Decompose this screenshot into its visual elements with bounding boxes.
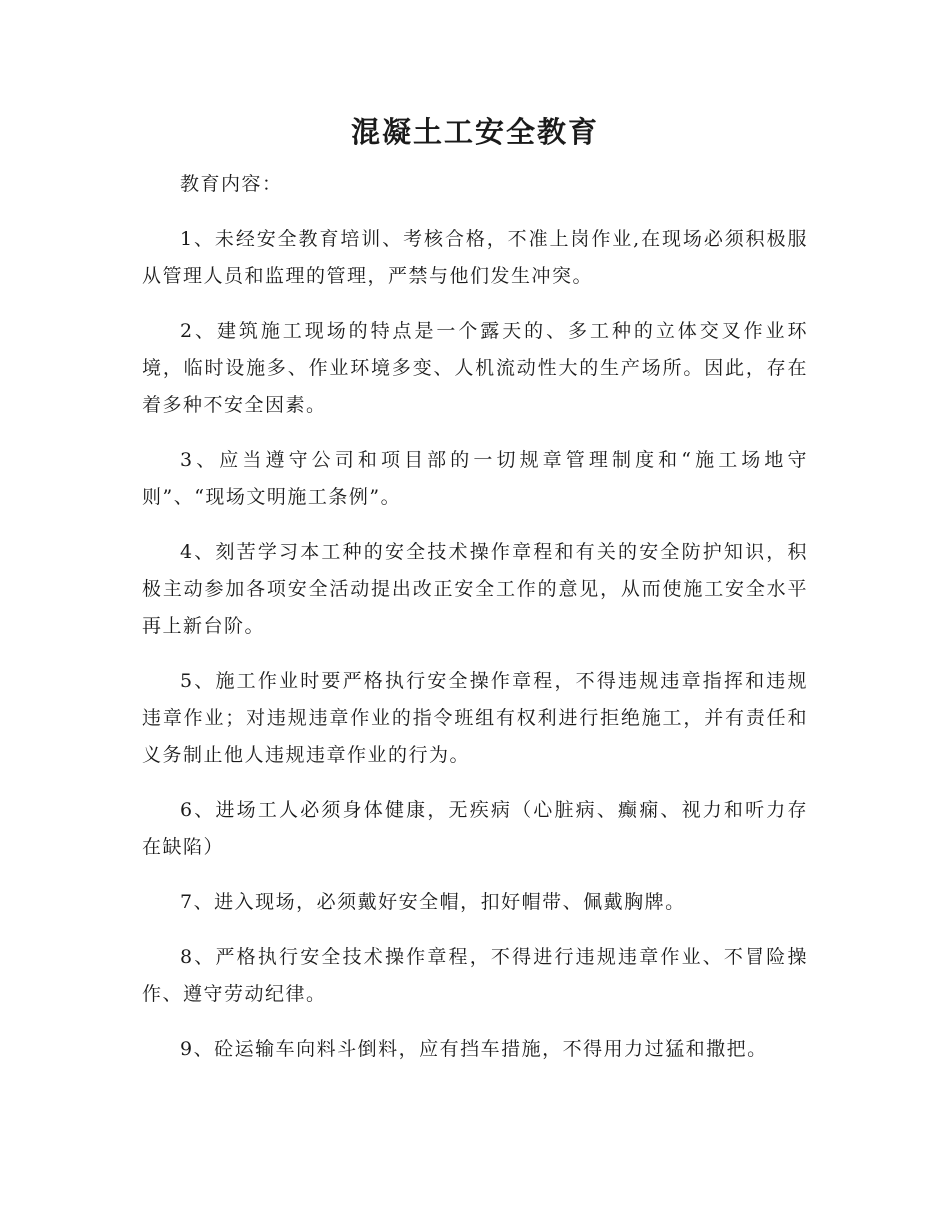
- item-paragraph: 6、进场工人必须身体健康，无疾病（心脏病、癫痫、视力和听力存在缺陷）: [142, 799, 808, 858]
- item-paragraph: 3、应当遵守公司和项目部的一切规章管理制度和“施工场地守则”、“现场文明施工条例”。: [142, 449, 808, 508]
- item-paragraph: 2、建筑施工现场的特点是一个露天的、多工种的立体交叉作业环境，临时设施多、作业环境多变、人机流动性大的生产场所。因此，存在着多种不安全因素。: [142, 320, 808, 416]
- document-title: 混凝土工安全教育: [350, 115, 599, 149]
- item-paragraph: 4、刻苦学习本工种的安全技术操作章程和有关的安全防护知识，积极主动参加各项安全活动提出改正安全工作的意见，从而使施工安全水平再上新台阶。: [142, 541, 808, 637]
- document-body: [142, 166, 808, 1086]
- intro-paragraph: 教育内容：: [180, 173, 283, 195]
- item-paragraph: 5、施工作业时要严格执行安全操作章程，不得违规违章指挥和违规违章作业；对违规违章作业的指令班组有权利进行拒绝施工，并有责任和义务制止他人违规违章作业的行为。: [142, 670, 808, 766]
- item-paragraph: 9、砼运输车向料斗倒料，应有挡车措施，不得用力过猛和撒把。: [180, 1038, 768, 1060]
- item-paragraph: 1、未经安全教育培训、考核合格，不准上岗作业,在现场必须积极服从管理人员和监理的管理，严禁与他们发生冲突。: [142, 228, 808, 287]
- item-paragraph: 7、进入现场，必须戴好安全帽，扣好帽带、佩戴胸牌。: [180, 891, 686, 913]
- item-paragraph: 8、严格执行安全技术操作章程，不得进行违规违章作业、不冒险操作、遵守劳动纪律。: [142, 946, 808, 1005]
